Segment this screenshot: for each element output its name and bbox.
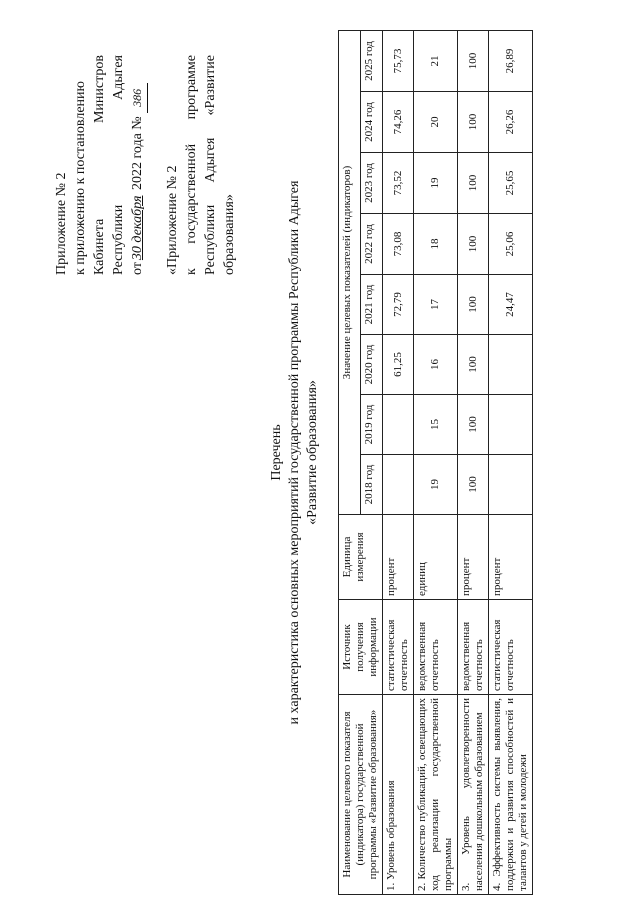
indicator-value: 20	[414, 92, 458, 153]
indicator-value: 17	[414, 275, 458, 335]
program-note-word-k: к	[184, 268, 199, 275]
title-line-1: Перечень	[269, 424, 284, 481]
indicator-unit: процент	[383, 515, 414, 600]
indicator-source: ведомственная отчетность	[414, 600, 458, 695]
program-note-word-program: программе	[184, 55, 199, 120]
header-name: Наименование целевого показателя (индикатора) государственной программы «Развитие образования»	[339, 695, 383, 895]
header-row-1	[339, 30, 361, 894]
indicator-value: 16	[414, 335, 458, 395]
date-year: 2022 года №	[130, 116, 145, 191]
indicator-value: 100	[458, 153, 489, 214]
title-line-2: и характеристика основных мероприятий государственной программы Республики Адыгея	[287, 180, 302, 725]
approval-word-cabinet: Кабинета	[92, 218, 107, 275]
table-row	[383, 30, 414, 894]
indicator-value	[489, 395, 533, 455]
header-year: 2023 год	[361, 153, 383, 214]
indicator-name: 1. Уровень образования	[383, 695, 414, 895]
document-title	[268, 40, 322, 865]
indicator-value	[489, 455, 533, 515]
header-year: 2024 год	[361, 92, 383, 153]
indicator-value	[383, 395, 414, 455]
approval-line-1: Приложение № 2	[54, 172, 69, 275]
approval-block	[52, 55, 148, 275]
date-prefix: от	[130, 262, 145, 275]
program-note-line-2	[182, 55, 201, 275]
indicator-value: 26,89	[489, 30, 533, 91]
table-row	[458, 30, 489, 894]
table-row	[489, 30, 533, 894]
program-note-block	[163, 55, 239, 275]
indicator-source: ведомственная отчетность	[458, 600, 489, 695]
indicator-value: 100	[458, 335, 489, 395]
indicator-name: 3. Уровень удовлетворенности населения дошкольным образованием	[458, 695, 489, 895]
indicator-value: 100	[458, 214, 489, 275]
decree-number: 386	[128, 83, 148, 113]
header-year: 2021 год	[361, 275, 383, 335]
indicator-value: 74,26	[383, 92, 414, 153]
indicator-unit: процент	[489, 515, 533, 600]
date-day-month: 30 декабря	[130, 195, 145, 261]
indicator-unit: единиц	[414, 515, 458, 600]
indicator-value: 61,25	[383, 335, 414, 395]
indicator-value: 25,06	[489, 214, 533, 275]
indicator-value: 73,08	[383, 214, 414, 275]
indicator-source: статистическая отчетность	[489, 600, 533, 695]
indicator-value: 21	[414, 30, 458, 91]
header-year: 2025 год	[361, 30, 383, 91]
header-unit: Единица измерения	[339, 515, 383, 600]
indicator-value: 100	[458, 275, 489, 335]
approval-date-line	[128, 55, 148, 275]
indicator-value	[489, 335, 533, 395]
program-note-word-state: государственной	[184, 143, 199, 244]
title-line-3: «Развитие образования»	[305, 380, 320, 525]
indicator-name: 4. Эффективность системы выявления, поддержки и развития способностей и талантов у детей и молодежи	[489, 695, 533, 895]
program-note-word-development: «Развитие	[203, 55, 218, 116]
indicator-value: 19	[414, 153, 458, 214]
indicator-source: статистическая отчетность	[383, 600, 414, 695]
indicator-value: 100	[458, 395, 489, 455]
indicator-value: 73,52	[383, 153, 414, 214]
approval-word-adygea: Адыгея	[111, 55, 126, 100]
approval-word-republic: Республики	[111, 204, 126, 275]
header-values-group: Значение целевых показателей (индикаторов)	[339, 30, 361, 514]
indicator-value: 100	[458, 455, 489, 515]
program-note-line-4: образования»	[222, 194, 237, 275]
indicator-value: 15	[414, 395, 458, 455]
header-year: 2020 год	[361, 335, 383, 395]
indicator-value: 75,73	[383, 30, 414, 91]
indicator-unit: процент	[458, 515, 489, 600]
table-row	[414, 30, 458, 894]
header-source: Источник получения информации	[339, 600, 383, 695]
indicator-value: 25,65	[489, 153, 533, 214]
indicator-value: 72,79	[383, 275, 414, 335]
indicator-value	[383, 455, 414, 515]
indicator-value: 100	[458, 92, 489, 153]
program-note-word-republic: Республики	[203, 204, 218, 275]
header-year: 2022 год	[361, 214, 383, 275]
program-note-word-adygea: Адыгея	[203, 137, 218, 183]
program-note-line-3	[201, 55, 220, 275]
indicator-value: 26,26	[489, 92, 533, 153]
indicator-value: 100	[458, 30, 489, 91]
approval-word-ministers: Министров	[92, 55, 107, 124]
approval-line-3	[90, 55, 109, 275]
indicators-table	[338, 30, 533, 895]
approval-line-4	[109, 55, 128, 275]
header-year: 2019 год	[361, 395, 383, 455]
approval-line-2: к приложению к постановлению	[73, 81, 88, 275]
header-year: 2018 год	[361, 455, 383, 515]
indicator-value: 19	[414, 455, 458, 515]
indicator-value: 18	[414, 214, 458, 275]
indicator-value: 24,47	[489, 275, 533, 335]
program-note-line-1: «Приложение № 2	[165, 165, 180, 275]
indicator-name: 2. Количество публикаций, освещающих ход реализации государственной программы	[414, 695, 458, 895]
